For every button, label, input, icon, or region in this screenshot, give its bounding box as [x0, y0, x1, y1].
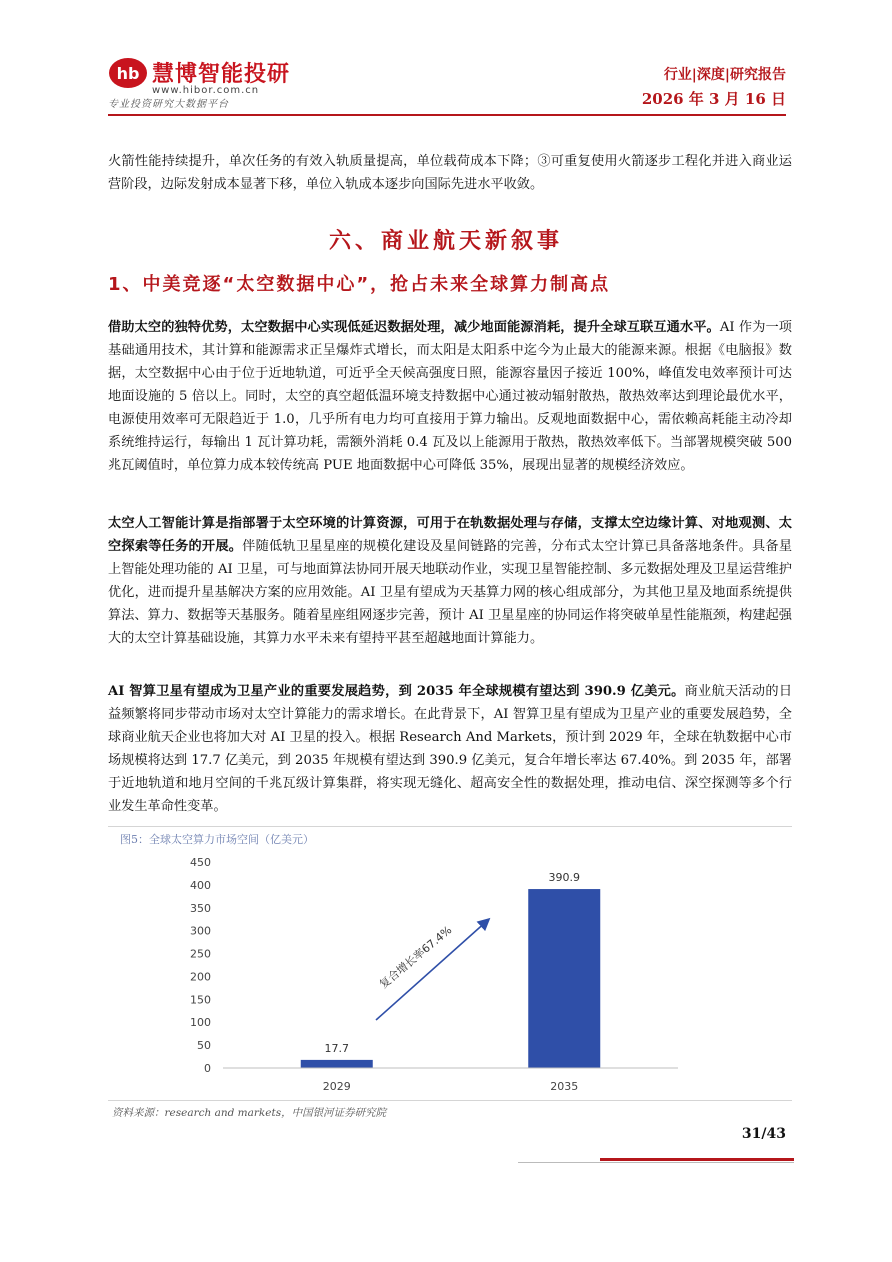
y-tick-label: 100: [190, 1016, 211, 1030]
data-label: 17.7: [324, 1041, 349, 1055]
bar-2029: [301, 1060, 373, 1068]
paragraph-lead: AI 智算卫星有望成为卫星产业的重要发展趋势，到 2035 年全球规模有望达到 390.9 亿美元。: [108, 684, 685, 699]
data-label: 390.9: [548, 871, 580, 885]
bar-2035: [528, 889, 600, 1068]
y-axis: [190, 856, 211, 1075]
logo-url: www.hibor.com.cn: [152, 85, 260, 96]
header-divider: [108, 114, 786, 116]
y-tick-label: 350: [190, 901, 211, 915]
x-axis: [223, 1068, 678, 1093]
paragraph-ai-satellite-market: [108, 680, 792, 818]
page-number: 31/43: [741, 1126, 786, 1142]
figure-top-divider: [108, 826, 792, 827]
market-bar-chart: [108, 840, 792, 1100]
paragraph-space-ai-compute: [108, 512, 792, 650]
logo[interactable]: [108, 55, 308, 110]
cagr-annotation: 复合增长率67.4%: [377, 923, 455, 992]
footer-accent-line: [600, 1158, 794, 1161]
logo-tagline: 专业投资研究大数据平台: [108, 99, 229, 110]
figure-caption: 图5：全球太空算力市场空间（亿美元）: [120, 833, 314, 846]
svg-text:hb: hb: [116, 64, 140, 83]
y-tick-label: 50: [197, 1039, 211, 1053]
paragraph-body: 伴随低轨卫星星座的规模化建设及星间链路的完善，分布式太空计算已具备落地条件。具备星上智能处理功能的 AI 卫星，可与地面算法协同开展天地联动作业，实现卫星智能控制、多元数据处理及卫星运营维护优化，进而提升星基解决方案的应用效能。AI 卫星有望成为天基算力网的核心组成部分，为其他卫星及地面系统提供算法、算力、数据等天基服务。随着星座组网逐步完善，预计 AI 卫星星座的协同运作将突破单星性能瓶颈，构建起强大的太空计算基础设施，其算力水平未来有望持平甚至超越地面计算能力。: [108, 539, 793, 646]
paragraph-lead: 借助太空的独特优势，太空数据中心实现低延迟数据处理，减少地面能源消耗，提升全球互联互通水平。: [108, 320, 720, 335]
y-tick-label: 250: [190, 947, 211, 961]
report-date: 2026 年 3 月 16 日: [641, 90, 786, 108]
figure-source: 资料来源：research and markets，中国银河证券研究院: [112, 1107, 387, 1119]
footer-divider: [518, 1162, 794, 1163]
paragraph-body: AI 作为一项基础通用技术，其计算和能源需求正呈爆炸式增长，而太阳是太阳系中迄今为止最大的能源来源。根据《电脑报》数据，太空数据中心由于位于近地轨道，可近乎全天候高强度日照，能源容量因子接近 100%，峰值发电效率预计可达地面设施的 5 倍以上。同时，太空的真空超低温环境支持数据中心通过被动辐射散热，散热效率达到理论最优水平，电源使用效率可无限趋近于 1.0，几乎所有电力均可直接用于算力输出。反观地面数据中心，需依赖高耗能主动冷却系统维持运行，每输出 1 瓦计算功耗，需额外消耗 0.4 瓦及以上能源用于散热，散热效率低下。当部署规模突破 500 兆瓦阈值时，单位算力成本较传统高 PUE 地面数据中心可降低 35%，展现出显著的规模经济效应。: [108, 320, 792, 473]
x-tick-label: 2029: [322, 1080, 351, 1093]
logo-mark-icon: [108, 57, 148, 89]
logo-text: 慧博智能投研: [152, 62, 291, 87]
report-category: 行业|深度|研究报告: [663, 67, 786, 83]
figure-bottom-divider: [108, 1100, 792, 1101]
bars: [301, 871, 601, 1068]
subsection-title: 1、中美竞逐“太空数据中心”，抢占未来全球算力制高点: [108, 274, 611, 295]
y-tick-label: 300: [190, 924, 211, 938]
x-tick-label: 2035: [550, 1080, 579, 1093]
section-title: 六、商业航天新叙事: [328, 229, 563, 254]
y-tick-label: 0: [204, 1062, 211, 1075]
y-tick-label: 200: [190, 970, 211, 984]
paragraph-body: 商业航天活动的日益频繁将同步带动市场对太空计算能力的需求增长。在此背景下，AI 智算卫星有望成为卫星产业的重要发展趋势，全球商业航天企业也将加大对 AI 卫星的投入。根据 Research And Markets，预计到 2029 年，全球在轨数据中心市场规模将达到 17.7 亿美元，到 2035 年规模有望达到 390.9 亿美元，复合年增长率达 67.40%。到 2035 年，部署于近地轨道和地月空间的千兆瓦级计算集群，将实现无缝化、超高安全性的数据处理，推动电信、深空探测等多个行业发生革命性变革。: [108, 684, 793, 814]
y-tick-label: 450: [190, 856, 211, 869]
y-tick-label: 400: [190, 878, 211, 892]
paragraph-lead: 太空人工智能计算是指部署于太空环境的计算资源，可用于在轨数据处理与存储，支撑太空边缘计算、对地观测、太空探索等任务的开展。: [108, 516, 792, 554]
intro-paragraph: 火箭性能持续提升，单次任务的有效入轨质量提高，单位载荷成本下降；③可重复使用火箭逐步工程化并进入商业运营阶段，边际发射成本显著下移，单位入轨成本逐步向国际先进水平收敛。: [108, 154, 792, 192]
paragraph-space-datacenter: [108, 316, 792, 477]
y-tick-label: 150: [190, 993, 211, 1007]
